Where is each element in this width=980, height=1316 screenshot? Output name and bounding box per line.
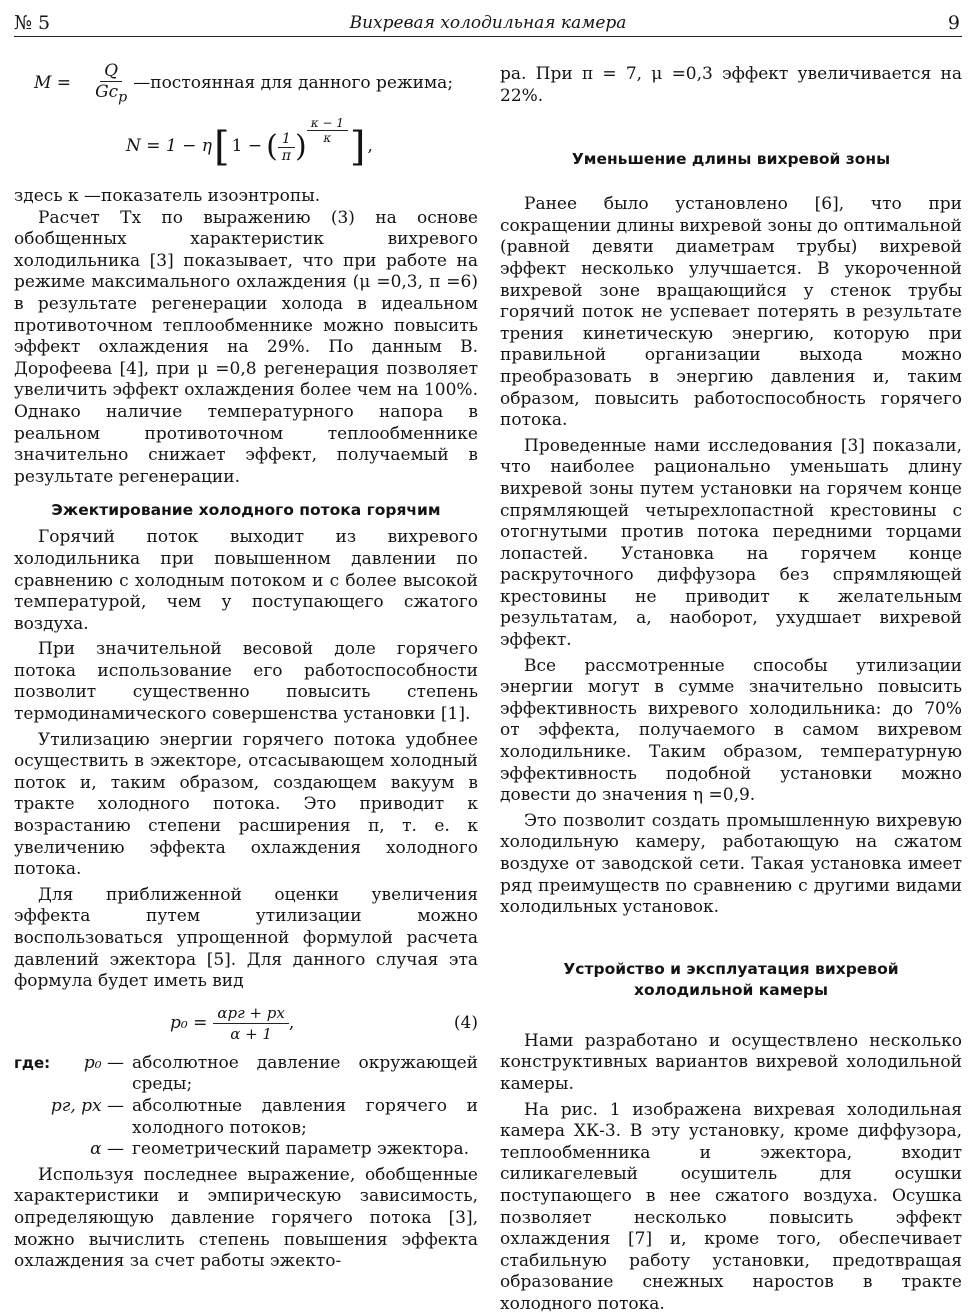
formula-4-comma: , — [288, 1012, 295, 1033]
formula-m-numerator: Q — [100, 61, 122, 82]
formula-n-exp-denominator: κ — [323, 131, 332, 145]
formula-n-lhs: N = 1 − η — [126, 136, 212, 157]
issue-number: № 5 — [14, 12, 51, 34]
formula-m-denominator — [91, 82, 131, 107]
definition-text: абсолютное давление окружающей среды; — [132, 1052, 478, 1095]
where-label: где: — [14, 1053, 51, 1072]
formula-4-numerator: αpг + px — [213, 1003, 288, 1024]
paragraph-hot-2: При значительной весовой доле горячего потока использование его работоспособности позволит существенно повысить степень термодинамического совершенства установки [1]. — [14, 639, 478, 725]
running-header — [14, 10, 962, 37]
formula-n-frac-numerator: 1 — [278, 131, 295, 148]
paragraph-device-2: На рис. 1 изображена вихревая холодильная камера ХК-3. В эту установку, кроме диффузора, теплообменника и эжектора, входит силикагелевый осушитель для осушки поступающего в нее сжатого воздуха. Осушка позволяет несколько повысить эффект охлаждения [7] и, кроме того, обеспечивает стабильную работу установки, предотвращая образование снежных наростов в тракте холодного потока. — [500, 1099, 962, 1314]
paragraph-continuation: ра. При π = 7, μ =0,3 эффект увеличивается на 22%. — [500, 64, 962, 106]
formula-m-den-subscript: p — [118, 89, 128, 106]
formula-n-frac-denominator: π — [281, 147, 291, 164]
formula-m-fraction — [91, 61, 131, 107]
formula-4-lhs: p₀ = — [170, 1012, 208, 1033]
paragraph-calculation: Расчет Tx по выражению (3) на основе обобщенных характеристик вихревого холодильника [3] показывает, что при работе на режиме максимального охлаждения (μ =0,3, π =6) в результате регенерации холода в идеальном противоточном теплообменнике можно повысить эффект охлаждения на 29%. По данным В. Дорофеева [4], при μ =0,8 регенерация позволяет увеличить эффект охлаждения более чем на 100%. Однако наличие температурного напора в реальном противоточном теплообменнике значительно снижает эффект, получаемый в результате регенерации. — [14, 207, 478, 487]
paragraph-hot-3: Утилизацию энергии горячего потока удобнее осуществить в эжекторе, отсасывающем холодный поток и, таким образом, создающем вакуум в тракте холодного потока. Это приводит к возрастанию степени расширения π, т. е. к увеличению эффекта охлаждения холодного потока. — [14, 729, 478, 880]
heading-ejection: Эжектирование холодного потока горячим — [51, 501, 441, 520]
paragraph-device-1: Нами разработано и осуществлено несколько конструктивных вариантов вихревой холодильной камеры. — [500, 1030, 962, 1094]
running-title: Вихревая холодильная камера — [349, 13, 627, 33]
equation-number-4: (4) — [453, 1012, 478, 1033]
paragraph-vortex-3: Все рассмотренные способы утилизации энергии могут в сумме значительно повысить эффективность вихревого холодильника: до 70% от эффекта, получаемого в самом вихревом холодильнике. Таким образом, температурную эффективность подобной установки можно довести до значения η =0,9. — [500, 655, 962, 806]
formula-n: N = 1 − η [ 1 − ( $\frac{1}{\pi}$ ) $\frac{\kappa - 1}{\kappa}$ ] , — [126, 116, 373, 170]
heading-vortex-length: Уменьшение длины вихревой зоны — [571, 150, 891, 169]
formula-m-den-text: Gc — [95, 81, 119, 102]
paragraph-last-left: Используя последнее выражение, обобщенные характеристики и эмпирическую зависимость, определяющую давление горячего потока [3], можно вычислить степень повышения эффекта охлаждения за счет работы эжекто- — [14, 1164, 478, 1272]
definition-text: геометрический параметр эжектора. — [132, 1139, 469, 1160]
paragraph-kappa: здесь κ —показатель изоэнтропы. — [14, 186, 321, 206]
paragraph-vortex-4: Это позволит создать промышленную вихревую холодильную камеру, работающую на сжатом воздухе от заводской сети. Такая установка имеет ряд преимуществ по сравнению с другими видами холодильных установок. — [500, 810, 962, 918]
paragraph-vortex-1: Ранее было установлено [6], что при сокращении длины вихревой зоны до оптимальной (равной девяти диаметрам трубы) вихревой эффект несколько улучшается. В укороченной вихревой зоне вращающийся у стенок трубы горячий поток не успевает потерять в результате трения кинетическую энергию, которую при правильной организации выхода можно преобразовать в энергию давления и, таким образом, повысить работоспособность горячего потока. — [500, 194, 962, 431]
formula-m-lhs: M = — [34, 73, 72, 94]
formula-m-description: —постоянная для данного режима; — [133, 73, 454, 94]
formula-4 — [14, 999, 478, 1049]
where-block — [14, 1053, 478, 1161]
definition-symbol: p₀ — — [83, 1052, 124, 1073]
definitions-list — [14, 1053, 478, 1161]
definition-symbol: pг, px — — [50, 1095, 124, 1116]
left-column — [14, 60, 478, 1273]
formula-n-comma: , — [367, 136, 373, 157]
page-number: 9 — [947, 12, 960, 34]
paragraph-hot-4: Для приближенной оценки увеличения эффекта путем утилизации можно воспользоваться упрощенной формулой расчета давлений эжектора [5]. Для данного случая эта формула будет иметь вид — [14, 884, 478, 992]
formula-m — [34, 60, 478, 108]
right-column — [500, 64, 962, 1316]
heading-device: Устройство и эксплуатация вихревой холодильной камеры — [563, 959, 899, 999]
paragraph-vortex-2: Проведенные нами исследования [3] показали, что наиболее рационально уменьшать длину вихревой зоны путем установки на горячем конце спрямляющей четырехлопастной крестовины с отогнутыми против потока передними торцами лопастей. Установка на горячем конце раскруточного диффузора без спрямляющей крестовины не приводит к желательным результатам, а, наоборот, ухудшает вихревой эффект. — [500, 435, 962, 651]
paragraph-hot-1: Горячий поток выходит из вихревого холодильника при повышенном давлении по сравнению с холодным потоком и с более высокой температурой, чем у поступающего сжатого воздуха. — [14, 527, 478, 634]
formula-n-exp-numerator: κ − 1 — [307, 116, 348, 131]
formula-n-exponent — [307, 116, 348, 145]
formula-4-fraction — [213, 1003, 288, 1044]
definition-symbol: α — — [90, 1139, 124, 1160]
formula-4-denominator: α + 1 — [230, 1025, 272, 1044]
formula-n-fraction — [278, 131, 295, 164]
formula-n-inner: 1 − — [231, 136, 263, 157]
definition-text: абсолютные давления горячего и холодного потоков; — [132, 1095, 478, 1138]
